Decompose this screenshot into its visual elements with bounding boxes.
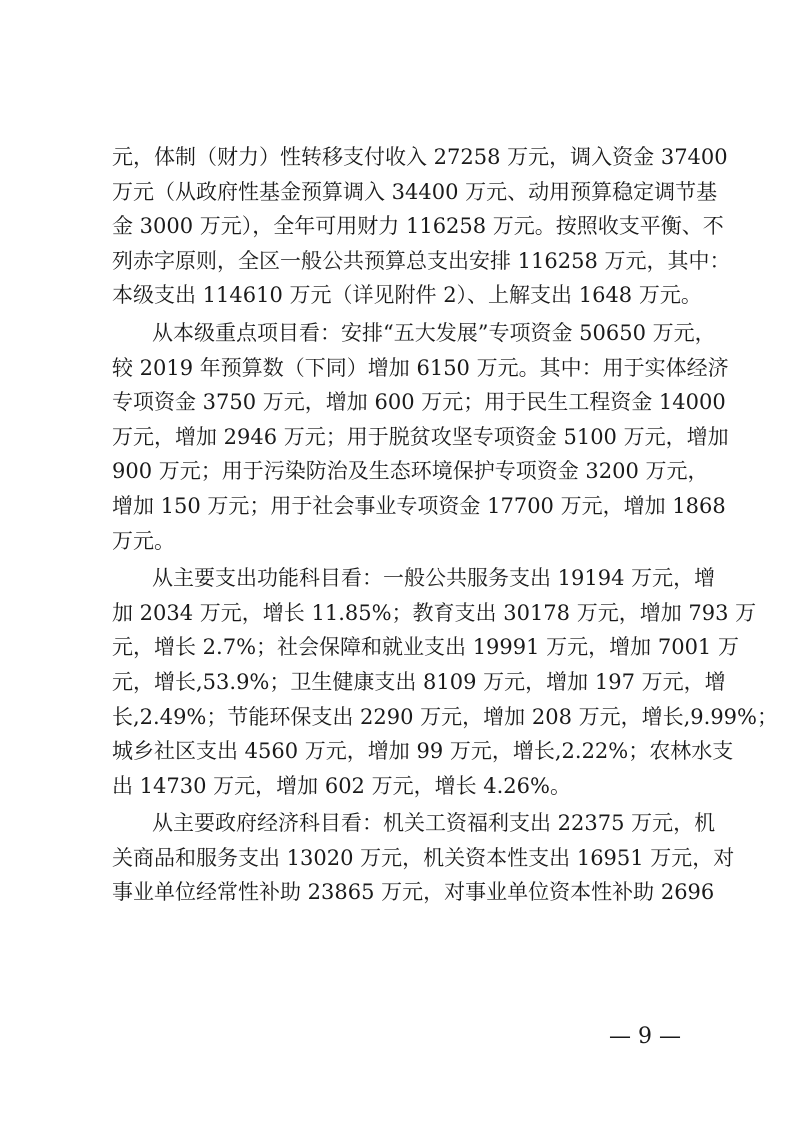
text-line: 加 2034 万元，增长 11.85%；教育支出 30178 万元，增加 793 万 [112,600,757,625]
text-line: 专项资金 3750 万元，增加 600 万元；用于民生工程资金 14000 [112,390,726,415]
text-line: 万元（从政府性基金预算调入 34400 万元、动用预算稳定调节基 [112,179,718,204]
text-line: 出 14730 万元，增加 602 万元，增长 4.26%。 [112,773,571,798]
text-line: 从本级重点项目看：安排“五大发展”专项资金 50650 万元， [152,320,716,345]
text-line: 关商品和服务支出 13020 万元，机关资本性支出 16951 万元，对 [112,845,735,870]
text-line: 金 3000 万元），全年可用财力 116258 万元。按照收支平衡、不 [112,214,724,239]
text-line: 万元，增加 2946 万元；用于脱贫攻坚专项资金 5100 万元，增加 [112,424,729,449]
text-line: 从主要支出功能科目看：一般公共服务支出 19194 万元，增 [152,566,716,591]
text-line: 900 万元；用于污染防治及生态环境保护专项资金 3200 万元， [112,459,709,484]
paragraph-revenue [112,140,731,313]
text-line: 城乡社区支出 4560 万元，增加 99 万元，增长,2.22%；农林水支 [112,739,734,764]
paragraph-economic-expenditure [112,806,735,910]
text-line: 事业单位经常性补助 23865 万元，对事业单位资本性补助 2696 [112,880,715,905]
document-body [112,140,778,910]
text-line: 本级支出 114610 万元（详见附件 2）、上解支出 1648 万元。 [112,283,702,308]
text-line: 较 2019 年预算数（下同）增加 6150 万元。其中：用于实体经济 [112,355,729,380]
text-line: 增加 150 万元；用于社会事业专项资金 17700 万元，增加 1868 [112,493,726,518]
paragraph-functional-expenditure [112,561,778,803]
text-line: 长,2.49%；节能环保支出 2290 万元，增加 208 万元，增长,9.99%； [112,704,778,729]
page-number: — 9 — [609,1024,681,1049]
text-line: 列赤字原则，全区一般公共预算总支出安排 116258 万元，其中： [112,248,731,273]
text-line: 元，体制（财力）性转移支付收入 27258 万元，调入资金 37400 [112,145,728,169]
text-line: 元，增长,53.9%；卫生健康支出 8109 万元，增加 197 万元，增 [112,669,726,694]
text-line: 从主要政府经济科目看：机关工资福利支出 22375 万元，机 [152,811,716,836]
text-line: 元，增长 2.7%；社会保障和就业支出 19991 万元，增加 7001 万 [112,635,739,660]
text-line: 万元。 [112,528,175,553]
paragraph-key-projects [112,316,729,558]
